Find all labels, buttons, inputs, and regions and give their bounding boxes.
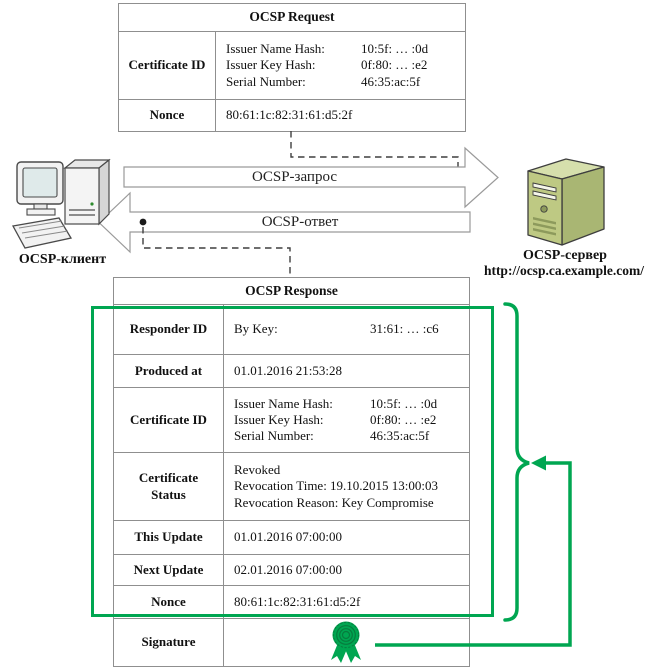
ocsp-request-title: OCSP Request bbox=[119, 4, 465, 32]
field-value: 0f:80: … :e2 bbox=[361, 57, 428, 73]
next-update-value: 02.01.2016 07:00:00 bbox=[234, 561, 342, 577]
response-endpoint-dot bbox=[140, 219, 147, 226]
this-update-label: This Update bbox=[114, 521, 224, 554]
request-certificate-id-value bbox=[216, 32, 465, 99]
response-certificate-id-value bbox=[224, 388, 469, 452]
request-certificate-id-row bbox=[119, 32, 465, 100]
status-line: Revoked bbox=[234, 462, 281, 478]
next-update-label: Next Update bbox=[114, 555, 224, 585]
responder-id-row bbox=[114, 305, 469, 355]
produced-at-label: Produced at bbox=[114, 355, 224, 387]
server-url: http://ocsp.ca.example.com/ bbox=[483, 263, 645, 278]
field-name: Issuer Key Hash: bbox=[226, 57, 316, 73]
ocsp-request-table bbox=[118, 3, 466, 132]
field-name: Serial Number: bbox=[234, 428, 314, 444]
request-certificate-id-label: Certificate ID bbox=[119, 32, 216, 99]
request-arrow-label: OCSP-запрос bbox=[252, 168, 337, 185]
response-nonce-label: Nonce bbox=[114, 586, 224, 618]
server-label: OCSP-сервер bbox=[523, 248, 607, 263]
response-nonce-value: 80:61:1c:82:31:61:d5:2f bbox=[234, 593, 361, 609]
status-line: Revocation Time: 19.10.2015 13:00:03 bbox=[234, 478, 439, 494]
certificate-status-label: Certificate Status bbox=[114, 453, 224, 520]
field-name: By Key: bbox=[234, 321, 278, 337]
response-dashed-connector bbox=[135, 215, 300, 280]
field-name: Issuer Key Hash: bbox=[234, 411, 324, 427]
response-certificate-id-row bbox=[114, 388, 469, 453]
status-line: Revocation Reason: Key Compromise bbox=[234, 494, 434, 510]
field-name: Serial Number: bbox=[226, 73, 306, 89]
produced-at-row bbox=[114, 355, 469, 388]
field-value: 31:61: … :c6 bbox=[370, 321, 439, 337]
field-name: Issuer Name Hash: bbox=[226, 41, 325, 57]
field-value: 10:5f: … :0d bbox=[361, 41, 429, 57]
field-value: 46:35:ac:5f bbox=[370, 428, 430, 444]
signature-seal-icon bbox=[325, 616, 370, 668]
responder-id-label: Responder ID bbox=[114, 305, 224, 354]
produced-at-value: 01.01.2016 21:53:28 bbox=[234, 362, 342, 378]
responder-id-value bbox=[224, 305, 469, 354]
response-arrow-label: OCSP-ответ bbox=[261, 213, 339, 230]
field-value: 10:5f: … :0d bbox=[370, 395, 438, 411]
server-icon bbox=[520, 153, 612, 247]
request-nonce-label: Nonce bbox=[119, 100, 216, 131]
field-name: Issuer Name Hash: bbox=[234, 395, 333, 411]
field-value: 0f:80: … :e2 bbox=[370, 411, 437, 427]
this-update-value: 01.01.2016 07:00:00 bbox=[234, 529, 342, 545]
ocsp-response-title: OCSP Response bbox=[114, 278, 469, 305]
client-computer-icon bbox=[5, 148, 117, 252]
client-label: OCSP-клиент bbox=[18, 252, 107, 267]
response-certificate-id-label: Certificate ID bbox=[114, 388, 224, 452]
field-value: 46:35:ac:5f bbox=[361, 73, 421, 89]
signature-label: Signature bbox=[114, 619, 224, 666]
request-nonce-value: 80:61:1c:82:31:61:d5:2f bbox=[226, 107, 353, 123]
arrowhead bbox=[531, 456, 546, 471]
signature-to-brace-arrow bbox=[365, 450, 580, 655]
